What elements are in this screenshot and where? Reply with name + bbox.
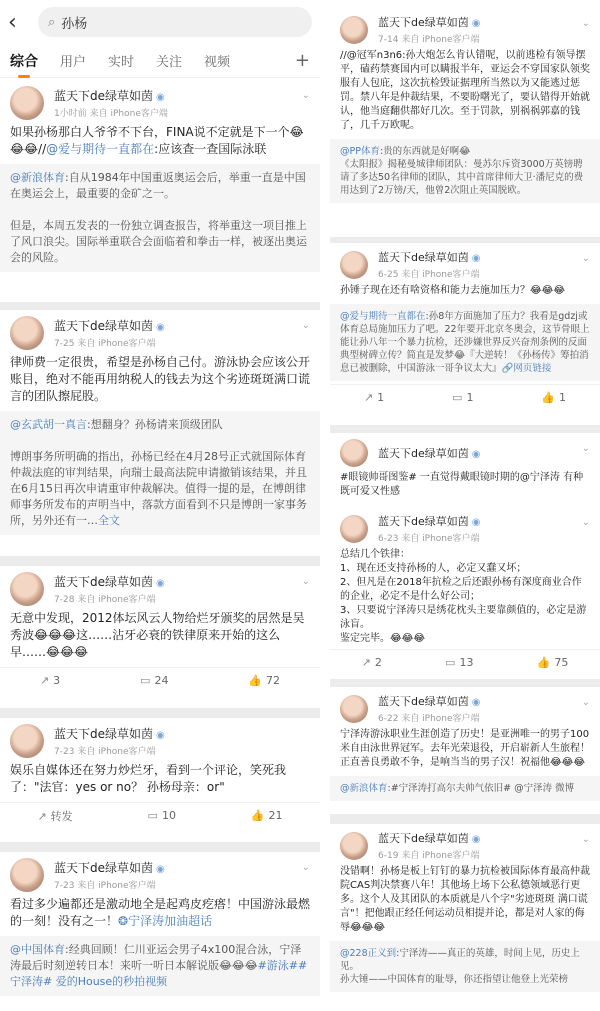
username[interactable]: 蓝天下de绿草如茵 xyxy=(378,447,469,460)
chevron-down-icon[interactable]: ⌄ xyxy=(301,90,310,101)
quoted-post[interactable] xyxy=(0,164,320,272)
vip-badge-icon: ◉ xyxy=(156,730,165,741)
comment-button[interactable]: ▭ 13 xyxy=(445,656,474,669)
username[interactable]: 蓝天下de绿草如茵 xyxy=(54,319,154,333)
post-text: 律师费一定很贵，希望是孙杨自己付。游泳协会应该公开账目，绝对不能再用纳税人的钱去为这个劣迹斑斑满口谎言的团队擦屁股。 xyxy=(10,355,311,403)
repost-button[interactable]: ↗ 3 xyxy=(39,674,61,687)
username[interactable]: 蓝天下de绿草如茵 xyxy=(378,251,469,264)
search-icon: ⌕ xyxy=(48,14,56,30)
avatar[interactable] xyxy=(10,858,44,892)
tab-realtime[interactable]: 实时 xyxy=(108,55,135,70)
divider xyxy=(0,842,320,852)
quoted-post[interactable] xyxy=(330,139,600,203)
quote-text: 博朗事务所明确的指出，孙杨已经在4月28号正式就国际体育仲裁法庭的审判结果，向瑞士最高法院申请撤销该结果，并且在6月15日再次申请重审仲裁解决。值得一提的是，在博朗律师事务所发布的声明当中，落款方面看到不只是博朗一家事务所，另外还有一… xyxy=(10,450,307,527)
full-text-link[interactable]: 全文 xyxy=(98,514,120,527)
chevron-down-icon[interactable]: ⌄ xyxy=(581,18,590,29)
post-text: 孙锤子现在还有啥资格和能力去施加压力？😂😂😂 xyxy=(340,285,566,296)
action-bar xyxy=(0,667,320,693)
avatar[interactable] xyxy=(10,572,44,606)
action-bar xyxy=(0,802,320,828)
quote-text: :经典回顾！仁川亚运会男子4x100混合泳，宁泽涛最后时刻逆转日本！来听一听日本解说版😂😂😂 xyxy=(10,943,302,972)
like-button[interactable]: 👍 1 xyxy=(541,391,567,404)
divider xyxy=(0,708,320,718)
tab-video[interactable]: 视频 xyxy=(204,55,231,70)
thumbs-up-icon: 👍 xyxy=(250,809,265,822)
post-time: 1小时前 xyxy=(54,109,87,119)
avatar[interactable] xyxy=(340,832,368,860)
quoted-post[interactable] xyxy=(330,304,600,381)
comment-icon: ▭ xyxy=(452,391,463,404)
quoted-post[interactable] xyxy=(0,936,320,996)
quote-text: :贵的东西就是好啊😂 xyxy=(379,146,471,157)
avatar[interactable] xyxy=(10,724,44,758)
vip-badge-icon: ◉ xyxy=(156,864,165,875)
quote-user[interactable]: @玄武胡一真言 xyxy=(10,418,87,431)
post-source: 来自 iPhone客户端 xyxy=(77,339,156,349)
post-time: 6-19 xyxy=(378,851,399,861)
post-source: 来自 iPhone客户端 xyxy=(401,714,480,724)
thumbs-up-icon: 👍 xyxy=(248,674,263,687)
username[interactable]: 蓝天下de绿草如茵 xyxy=(378,695,469,708)
post-text: //@冠军n3n6:孙大炮怎么肯认错呢，以前逃检有领导摆平，磕药禁赛国内可以瞒报半年，亚运会不穿国家队领奖服有人包庇，这次抗检毁证据理所当然以为又能逃过惩罚。禁八年是仲裁结果，不要盼曙光了，要认错得开始就认，他当庭翻供都好几次。至于罚款，别祸祸郭嘉的钱了，几千万欧呢。 xyxy=(340,50,590,131)
vip-badge-icon: ◉ xyxy=(471,697,481,708)
avatar[interactable] xyxy=(340,515,368,543)
username[interactable]: 蓝天下de绿草如茵 xyxy=(54,727,154,741)
username[interactable]: 蓝天下de绿草如茵 xyxy=(54,89,154,103)
post-source: 来自 iPhone客户端 xyxy=(401,35,480,45)
avatar[interactable] xyxy=(340,695,368,723)
quote-text: 但是，本周五发表的一份独立调查报告，将举重这一项目推上了风口浪尖。国际举重联合会面临着和拳击一样，被逐出奥运会的风险。 xyxy=(10,219,307,264)
username[interactable]: 蓝天下de绿草如茵 xyxy=(54,861,154,875)
post-time: 6-22 xyxy=(378,714,399,724)
post-time: 6-23 xyxy=(378,534,399,544)
avatar[interactable] xyxy=(10,316,44,350)
post-text: 如果孙杨那白人爷爷不下台，FINA说不定就是下一个😂😂😂//@爱与期待一直都在:应该查一查国际泳联 xyxy=(10,125,304,156)
like-button[interactable]: 👍 72 xyxy=(248,674,281,687)
quote-text: 《太阳报》揭秘曼城律师团队：曼苏尔斥资3000万英镑聘请了多达50名律师的团队，其中首席律师大卫·潘尼克的费用达到了2万镑/天，他曾2次阻止英国脱欧。 xyxy=(340,159,584,196)
quote-text: :孙8年方面施加了压力？我看是gdzj或体育总局施加压力了吧。22年要开北京冬奥会，这节骨眼上能让孙八年一个暴力抗检，还涉嫌世界反兴奋剂条例的反面典型树碑立传？简直是发梦😂『大逆转！《孙杨传》筹拍消息已被删除，中国游泳一哥争议太大』 xyxy=(340,311,590,374)
quoted-post[interactable] xyxy=(330,941,600,992)
avatar[interactable] xyxy=(340,439,368,467)
right-screenshot xyxy=(330,0,600,1011)
repost-button[interactable]: ↗ 1 xyxy=(363,391,385,404)
post-card xyxy=(330,507,600,677)
search-tabs xyxy=(0,44,320,78)
repost-icon: ↗ xyxy=(37,809,47,823)
username[interactable]: 蓝天下de绿草如茵 xyxy=(54,575,154,589)
comment-icon: ▭ xyxy=(147,809,158,822)
chevron-down-icon[interactable]: ⌄ xyxy=(581,253,590,264)
chevron-down-icon[interactable]: ⌄ xyxy=(581,517,590,528)
post-card xyxy=(0,80,320,300)
divider xyxy=(0,302,320,310)
post-text: 无意中发现，2012体坛风云人物给烂牙颁奖的居然是吴秀波😂😂😂这……沾牙必衰的铁律原来开始的这么早……😂😂😂 xyxy=(10,611,305,659)
vip-badge-icon: ◉ xyxy=(471,253,481,264)
post-text: 没错啊！孙杨是板上钉钉的暴力抗检被国际体育最高仲裁院CAS判决禁赛八年！其他场上场下公私德领域恶行更多。这个人及其团队的本质就是八个字"劣迹斑斑 满口谎言"！把他跟正经任何运动员相提并论，都是对人家的侮辱😂😂😂 xyxy=(340,866,590,933)
comment-button[interactable]: ▭ 24 xyxy=(140,674,169,687)
post-source: 来自 iPhone客户端 xyxy=(77,881,156,891)
post-time: 7-14 xyxy=(378,35,399,45)
post-source: 来自 iPhone客户端 xyxy=(77,747,156,757)
search-input[interactable] xyxy=(38,7,312,37)
quote-text: :自从1984年中国重返奥运会后，举重一直是中国在奥运会上，最重要的金矿之一。 xyxy=(10,171,306,200)
vip-badge-icon: ◉ xyxy=(471,449,481,460)
post-source: 来自 iPhone客户端 xyxy=(77,595,156,605)
quote-text: 孙大锤——中国体育的耻辱，你还指望让他登上光荣榜 xyxy=(340,974,569,985)
post-text: 总结几个铁律： 1、现在还支持孙杨的人，必定又蠢又坏； 2、但凡是在2018年抗检之后还跟孙杨有深度商业合作的企业，必定不是什么好公司； 3、只要说宁泽涛只是绣花枕头主要靠颜值的，必定是游泳盲。 鉴定完毕。😂😂😂 xyxy=(340,549,587,644)
tab-following[interactable]: 关注 xyxy=(156,55,183,70)
quote-text: :宁泽涛——真正的英雄，时间上见，历史上见。 xyxy=(340,948,580,972)
quote-text: :想翻身？孙杨请来顶级团队 xyxy=(87,418,223,431)
post-card xyxy=(330,687,600,812)
repost-icon: ↗ xyxy=(39,674,50,687)
divider xyxy=(0,556,320,566)
post-card xyxy=(330,243,600,423)
quote-user[interactable]: @228正义到 xyxy=(340,948,397,959)
plus-icon[interactable]: + xyxy=(294,50,310,71)
post-text: 宁泽涛游泳职业生涯创造了历史！是亚洲唯一的男子100米自由泳世界冠军。去年光荣退役，开启崭新人生旅程！正直善良勇敢不争，是响当当的男子汉！祝福他😂😂😂 xyxy=(340,729,590,768)
post-time: 6-25 xyxy=(378,270,399,280)
like-button[interactable]: 👍 21 xyxy=(250,809,283,822)
vip-badge-icon: ◉ xyxy=(156,322,165,333)
quote-text: :#宁泽涛打高尔夫帅气依旧# @宁泽涛 微博 xyxy=(387,783,575,794)
post-source: 来自 iPhone客户端 xyxy=(401,270,480,280)
quoted-post[interactable] xyxy=(330,776,600,801)
divider xyxy=(330,425,600,433)
action-bar xyxy=(330,649,600,675)
post-card xyxy=(0,566,320,706)
back-arrow-icon[interactable]: ‹ xyxy=(8,9,17,35)
action-bar xyxy=(330,384,600,410)
chevron-down-icon[interactable]: ⌄ xyxy=(581,834,590,845)
quote-user[interactable]: @PP体育 xyxy=(340,146,380,157)
vip-badge-icon: ◉ xyxy=(156,578,165,589)
post-text: 娱乐自媒体还在努力炒烂牙，看到一个评论，笑死我了："法官：yes or no？ 孙杨母亲：or" xyxy=(10,763,287,794)
comment-button[interactable]: ▭ 10 xyxy=(147,809,176,822)
comment-icon: ▭ xyxy=(445,656,456,669)
post-time: 7-25 xyxy=(54,339,75,349)
chevron-down-icon[interactable]: ⌄ xyxy=(581,697,590,708)
repost-button[interactable]: ↗ 转发 xyxy=(37,809,73,823)
post-time: 7-28 xyxy=(54,595,75,605)
comment-button[interactable]: ▭ 1 xyxy=(452,391,474,404)
divider xyxy=(330,814,600,824)
topic-link[interactable]: ❂宁泽涛加油超话 xyxy=(118,914,213,928)
chevron-down-icon[interactable]: ⌄ xyxy=(301,576,310,587)
repost-button[interactable]: ↗ 2 xyxy=(361,656,382,669)
search-bar xyxy=(0,0,320,44)
avatar[interactable] xyxy=(340,16,368,44)
post-time: 7-23 xyxy=(54,881,75,891)
username[interactable]: 蓝天下de绿草如茵 xyxy=(378,832,469,845)
like-button[interactable]: 👍 75 xyxy=(536,656,569,669)
quote-user[interactable]: @新浪体育 xyxy=(10,171,65,184)
vip-badge-icon: ◉ xyxy=(471,18,481,29)
avatar[interactable] xyxy=(10,86,44,120)
username[interactable]: 蓝天下de绿草如茵 xyxy=(378,515,469,528)
chevron-down-icon[interactable]: ⌄ xyxy=(301,862,310,873)
post-card xyxy=(330,8,600,236)
quoted-post[interactable] xyxy=(0,411,320,535)
post-card xyxy=(330,824,600,1011)
post-source: 来自 iPhone客户端 xyxy=(89,109,168,119)
thumbs-up-icon: 👍 xyxy=(536,656,551,669)
post-source: 来自 iPhone客户端 xyxy=(401,534,480,544)
post-text: 看过多少遍都还是激动地全是起鸡皮疙瘩！中国游泳最燃的一刻！没有之一！❂宁泽涛加油超话 xyxy=(10,897,311,928)
thumbs-up-icon: 👍 xyxy=(541,391,556,404)
comment-icon: ▭ xyxy=(140,674,151,687)
quote-user[interactable]: @爱与期待一直都在 xyxy=(340,311,426,322)
repost-icon: ↗ xyxy=(361,656,371,669)
avatar[interactable] xyxy=(340,251,368,279)
tab-all[interactable]: 综合 xyxy=(10,51,38,71)
post-time: 7-23 xyxy=(54,747,75,757)
chevron-down-icon[interactable]: ⌄ xyxy=(301,320,310,331)
divider xyxy=(330,679,600,687)
quote-user[interactable]: @中国体育 xyxy=(10,943,65,956)
vip-badge-icon: ◉ xyxy=(471,517,481,528)
bottom-fade xyxy=(330,991,600,1011)
vip-badge-icon: ◉ xyxy=(471,834,481,845)
post-card xyxy=(0,310,320,555)
post-text: #眼镜帅哥图鉴# 一直觉得戴眼镜时期的@宁泽涛 有种既可爱又性感 xyxy=(340,472,584,497)
tab-users[interactable]: 用户 xyxy=(60,55,87,70)
username[interactable]: 蓝天下de绿草如茵 xyxy=(378,16,469,29)
web-link[interactable]: 🔗网页链接 xyxy=(501,363,552,374)
quote-user[interactable]: @新浪体育 xyxy=(340,783,388,794)
post-card xyxy=(330,433,600,505)
post-card xyxy=(0,852,320,1011)
vip-badge-icon: ◉ xyxy=(156,92,165,103)
post-card xyxy=(0,718,320,840)
hashtag-links[interactable]: #游泳##宁泽涛# 爱的House的秒拍视频 xyxy=(10,959,308,988)
chevron-down-icon[interactable]: ⌄ xyxy=(581,443,590,454)
search-query: 孙杨 xyxy=(61,16,88,32)
repost-icon: ↗ xyxy=(363,391,374,404)
mention-link[interactable]: @爱与期待一直都在 xyxy=(46,142,155,156)
post-source: 来自 iPhone客户端 xyxy=(401,851,480,861)
